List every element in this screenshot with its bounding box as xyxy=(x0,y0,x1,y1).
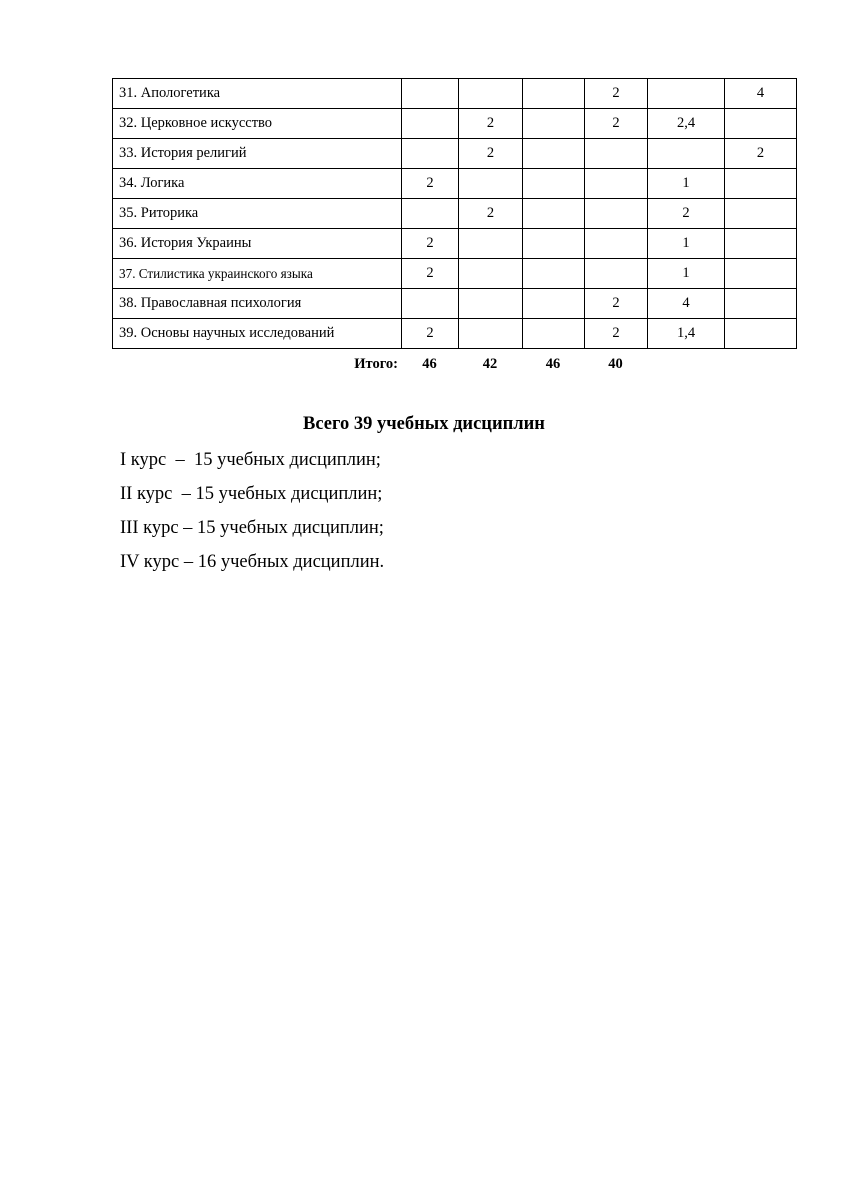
course-line: II курс – 15 учебных дисциплин; xyxy=(120,484,383,504)
discipline-name: 36. История Украины xyxy=(113,229,402,259)
table-cell xyxy=(402,109,459,139)
table-cell xyxy=(725,169,797,199)
summary-title: Всего 39 учебных дисциплин xyxy=(303,414,545,434)
table-cell xyxy=(523,199,585,229)
table-cell xyxy=(402,139,459,169)
course-line: III курс – 15 учебных дисциплин; xyxy=(120,518,384,538)
table-row xyxy=(113,289,797,319)
table-cell: 2 xyxy=(648,199,725,229)
table-cell: 2 xyxy=(459,109,523,139)
totals-value: 46 xyxy=(545,356,561,372)
table-cell: 1,4 xyxy=(648,319,725,349)
table-cell xyxy=(523,79,585,109)
discipline-name: 35. Риторика xyxy=(113,199,402,229)
table-cell: 2 xyxy=(402,259,459,289)
table-cell xyxy=(585,139,648,169)
table-cell xyxy=(725,109,797,139)
curriculum-table xyxy=(112,78,797,349)
table-cell xyxy=(459,259,523,289)
table-cell: 2 xyxy=(402,229,459,259)
table-cell: 2 xyxy=(585,109,648,139)
table-cell: 1 xyxy=(648,229,725,259)
discipline-name: 38. Православная психология xyxy=(113,289,402,319)
table-cell xyxy=(585,259,648,289)
discipline-name: 37. Стилистика украинского языка xyxy=(113,259,402,289)
table-cell: 2,4 xyxy=(648,109,725,139)
table-cell xyxy=(523,109,585,139)
totals-label: Итого: xyxy=(354,356,398,372)
table-row xyxy=(113,139,797,169)
table-cell xyxy=(585,199,648,229)
totals-value: 46 xyxy=(422,356,437,372)
table-cell xyxy=(648,139,725,169)
table-cell: 2 xyxy=(459,199,523,229)
table-cell xyxy=(459,79,523,109)
course-line: I курс – 15 учебных дисциплин; xyxy=(120,450,381,470)
table-cell: 1 xyxy=(648,169,725,199)
table-cell xyxy=(585,169,648,199)
totals-row xyxy=(0,356,848,376)
table-cell xyxy=(523,289,585,319)
table-cell xyxy=(402,79,459,109)
table-cell xyxy=(402,289,459,319)
totals-value: 42 xyxy=(482,356,498,372)
table-cell xyxy=(725,229,797,259)
table-cell: 2 xyxy=(725,139,797,169)
table-row xyxy=(113,79,797,109)
table-cell: 4 xyxy=(648,289,725,319)
table-row xyxy=(113,169,797,199)
table-row xyxy=(113,199,797,229)
discipline-name: 32. Церковное искусство xyxy=(113,109,402,139)
table-cell xyxy=(523,229,585,259)
table-cell xyxy=(523,259,585,289)
table-cell xyxy=(725,319,797,349)
table-cell xyxy=(725,259,797,289)
table-cell: 1 xyxy=(648,259,725,289)
table-row xyxy=(113,319,797,349)
table-cell: 4 xyxy=(725,79,797,109)
table-row xyxy=(113,109,797,139)
table-cell xyxy=(402,199,459,229)
table-cell xyxy=(648,79,725,109)
table-cell xyxy=(725,289,797,319)
table-cell xyxy=(459,289,523,319)
discipline-name: 33. История религий xyxy=(113,139,402,169)
discipline-name: 34. Логика xyxy=(113,169,402,199)
table-cell: 2 xyxy=(402,169,459,199)
table-cell: 2 xyxy=(585,319,648,349)
table-cell: 2 xyxy=(459,139,523,169)
table-cell xyxy=(523,169,585,199)
table-cell: 2 xyxy=(402,319,459,349)
table-cell: 2 xyxy=(585,79,648,109)
table-cell xyxy=(585,229,648,259)
table-cell xyxy=(459,229,523,259)
discipline-name: 31. Апологетика xyxy=(113,79,402,109)
table-row xyxy=(113,259,797,289)
table-cell: 2 xyxy=(585,289,648,319)
table-row xyxy=(113,229,797,259)
course-line: IV курс – 16 учебных дисциплин. xyxy=(120,552,385,572)
table-cell xyxy=(523,319,585,349)
table-cell xyxy=(725,199,797,229)
table-cell xyxy=(523,139,585,169)
table-cell xyxy=(459,319,523,349)
totals-value: 40 xyxy=(608,356,623,372)
table-cell xyxy=(459,169,523,199)
discipline-name: 39. Основы научных исследований xyxy=(113,319,402,349)
